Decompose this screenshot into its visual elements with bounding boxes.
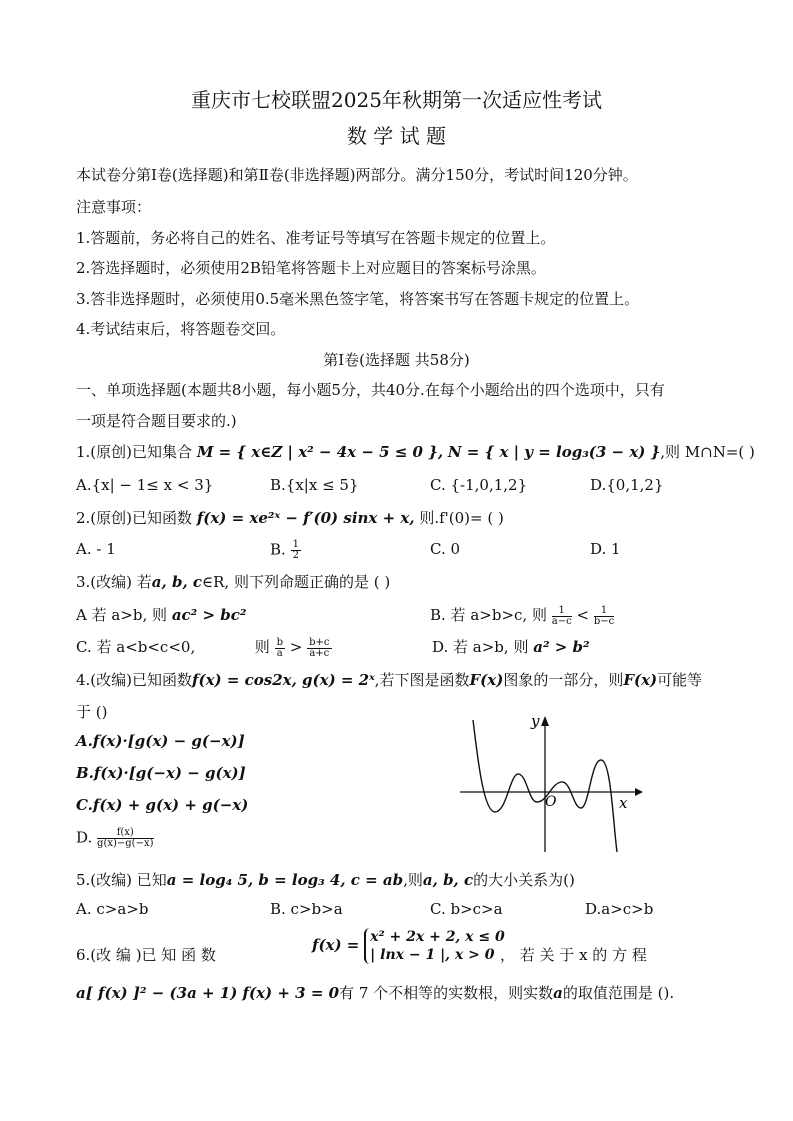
notice-label: 注意事项：	[76, 198, 152, 216]
note-1: 1.答题前，务必将自己的姓名、准考证号等填写在答题卡规定的位置上。	[76, 229, 556, 247]
question-6-equation-line	[76, 982, 674, 1003]
q2-option-b-den: 2	[292, 550, 299, 561]
q3-opt-c-frac2	[307, 638, 331, 659]
q2-option-b-label: B.	[270, 540, 286, 559]
note-4: 4.考试结束后，将答题卷交回。	[76, 320, 286, 338]
q2-option-a: A. - 1	[76, 540, 116, 558]
q5-option-b: B. c>b>a	[270, 900, 343, 918]
q6-stem-c: 有 7 个不相等的实数根，则实数	[339, 984, 554, 1002]
q4-fname: F(x)	[469, 671, 504, 689]
q4-option-d-fraction	[97, 828, 153, 849]
origin-label: O	[545, 794, 557, 810]
q2-option-b	[270, 540, 301, 561]
q3-opt-b-frac2-num: 1	[594, 606, 614, 617]
q4-fname2: F(x)	[623, 671, 658, 689]
q1-option-a: A.{x| − 1≤ x < 3}	[76, 476, 214, 494]
q2-option-d: D. 1	[590, 540, 621, 558]
q3-stem-a: 3.(改编) 若	[76, 573, 152, 591]
q3-opt-b-frac2-den: b−c	[593, 615, 615, 627]
q3-vars: a, b, c	[151, 573, 203, 591]
q3-option-c	[76, 636, 332, 659]
q4-option-d-num: f(x)	[97, 828, 153, 839]
q1-set-n: N = { x | y = log₃(3 − x) }	[447, 443, 661, 461]
q3-option-b	[430, 604, 614, 627]
q5-stem-b: ,则	[403, 871, 423, 889]
q4-option-c: C.f(x) + g(x) + g(−x)	[76, 796, 249, 814]
q5-option-c: C. b>c>a	[430, 900, 503, 918]
q3-opt-d-math: a² > b²	[533, 638, 590, 656]
exam-subtitle: 数 学 试 题	[346, 124, 447, 148]
q3-option-a	[76, 604, 246, 625]
part-instruction-1: 一、单项选择题(本题共8小题，每小题5分，共40分.在每个小题给出的四个选项中，只有	[76, 381, 665, 399]
q2-option-b-num: 1	[292, 539, 299, 550]
q4-stem-c: 图象的一部分，则	[503, 671, 624, 689]
q3-opt-c-gt: >	[289, 638, 303, 656]
q3-opt-c-frac1-num: b	[276, 636, 283, 648]
q2-option-b-fraction	[291, 540, 301, 561]
q2-stem-b: 则.f'(0)= ( )	[419, 509, 504, 527]
y-axis-label: y	[531, 712, 540, 730]
function-graph	[455, 712, 645, 857]
y-axis-arrow	[541, 716, 549, 726]
q6-stem-a: 6.(改 编 )已 知 函 数	[76, 946, 216, 964]
q3-opt-b-frac1	[552, 606, 572, 627]
q4-stem-b: ,若下图是函数	[374, 671, 470, 689]
question-2-stem	[76, 507, 504, 528]
q5-option-d: D.a>c>b	[585, 900, 654, 918]
q5-vars: a, b, c	[422, 871, 474, 889]
q6-piecewise-cases	[364, 928, 505, 964]
q1-stem-a: 1.(原创)已知集合	[76, 443, 193, 461]
q3-opt-b-text: B. 若 a>b>c, 则	[430, 606, 547, 624]
q1-stem-b: ,则 M∩N=( )	[660, 443, 755, 461]
q6-stem-d: 的取值范围是 ().	[562, 984, 675, 1002]
q3-opt-c-text: C. 若 a<b<c<0,	[76, 638, 196, 656]
section-heading: 第Ⅰ卷(选择题 共58分)	[323, 351, 470, 369]
part-instruction-2: 一项是符合题目要求的.)	[76, 412, 237, 430]
q2-stem-a: 2.(原创)已知函数	[76, 509, 193, 527]
q3-opt-c-frac2-den: a+c	[309, 647, 330, 659]
q6-fx: f(x) =	[312, 936, 360, 954]
question-5-stem	[76, 869, 575, 890]
q4-option-d-label: D.	[76, 828, 93, 847]
note-2: 2.答选择题时，必须使用2B铅笔将答题卡上对应题目的答案标号涂黑。	[76, 259, 546, 277]
q3-opt-b-lt: <	[576, 606, 590, 624]
q6-var-a: a	[553, 984, 563, 1002]
q3-opt-c-frac2-num: b+c	[309, 636, 330, 648]
q3-opt-c-frac1	[275, 638, 285, 659]
q4-option-d	[76, 828, 154, 849]
q6-case-1: x² + 2x + 2, x ≤ 0	[370, 929, 505, 945]
q5-stem-a: 5.(改编) 已知	[76, 871, 167, 889]
q5-math: a = log₄ 5, b = log₃ 4, c = ab	[166, 871, 404, 889]
q6-equation: a[ f(x) ]² − (3a + 1) f(x) + 3 = 0	[76, 984, 340, 1002]
intro-line: 本试卷分第Ⅰ卷(选择题)和第Ⅱ卷(非选择题)两部分。满分150分，考试时间120分钟。	[76, 166, 638, 184]
q4-stem-a: 4.(改编)已知函数	[76, 671, 193, 689]
q6-stem-b: ， 若 关 于 x 的 方 程	[500, 946, 647, 964]
q3-opt-c-frac1-den: a	[276, 647, 283, 659]
exam-title: 重庆市七校联盟2025年秋期第一次适应性考试	[191, 88, 602, 112]
q3-opt-b-frac2	[594, 606, 614, 627]
q2-func: f(x) = xe²ˣ − f′(0) sinx + x,	[196, 509, 415, 527]
question-1-stem	[76, 441, 755, 462]
q1-option-b: B.{x|x ≤ 5}	[270, 476, 359, 494]
q1-set-m: M = { x∈Z | x² − 4x − 5 ≤ 0 },	[196, 443, 444, 461]
q1-option-d: D.{0,1,2}	[590, 476, 664, 494]
question-4-stem	[76, 669, 702, 690]
q3-option-d	[432, 636, 590, 657]
q5-stem-c: 的大小关系为()	[473, 871, 575, 889]
note-3: 3.答非选择题时，必须使用0.5毫米黑色签字笔，将答案书写在答题卡规定的位置上。	[76, 290, 640, 308]
q3-stem-b: ∈R, 则下列命题正确的是 ( )	[202, 573, 391, 591]
q1-option-c: C. {-1,0,1,2}	[430, 476, 528, 494]
q6-case-2: | lnx − 1 |, x > 0	[370, 947, 495, 963]
q5-option-a: A. c>a>b	[76, 900, 149, 918]
q3-opt-a-math: ac² > bc²	[171, 606, 247, 624]
q3-opt-b-frac1-den: a−c	[551, 615, 572, 627]
q4-stem-e: 于 ()	[76, 703, 108, 721]
q2-option-c: C. 0	[430, 540, 461, 558]
q3-opt-a-text: A 若 a>b, 则	[76, 606, 168, 624]
q4-stem-d: 可能等	[657, 671, 703, 689]
q3-opt-b-frac1-num: 1	[552, 606, 572, 617]
x-axis-arrow	[635, 788, 643, 796]
x-axis-label: x	[619, 794, 628, 812]
q3-opt-d-text: D. 若 a>b, 则	[432, 638, 529, 656]
q4-option-b: B.f(x)·[g(−x) − g(x)]	[76, 764, 246, 782]
question-3-stem	[76, 571, 390, 592]
q4-option-a: A.f(x)·[g(x) − g(−x)]	[76, 732, 245, 750]
q4-option-d-den: g(x)−g(−x)	[97, 838, 154, 849]
q6-piecewise	[312, 928, 505, 964]
q3-opt-c-then: 则	[254, 638, 270, 656]
q4-funcs: f(x) = cos2x, g(x) = 2ˣ	[192, 671, 375, 689]
